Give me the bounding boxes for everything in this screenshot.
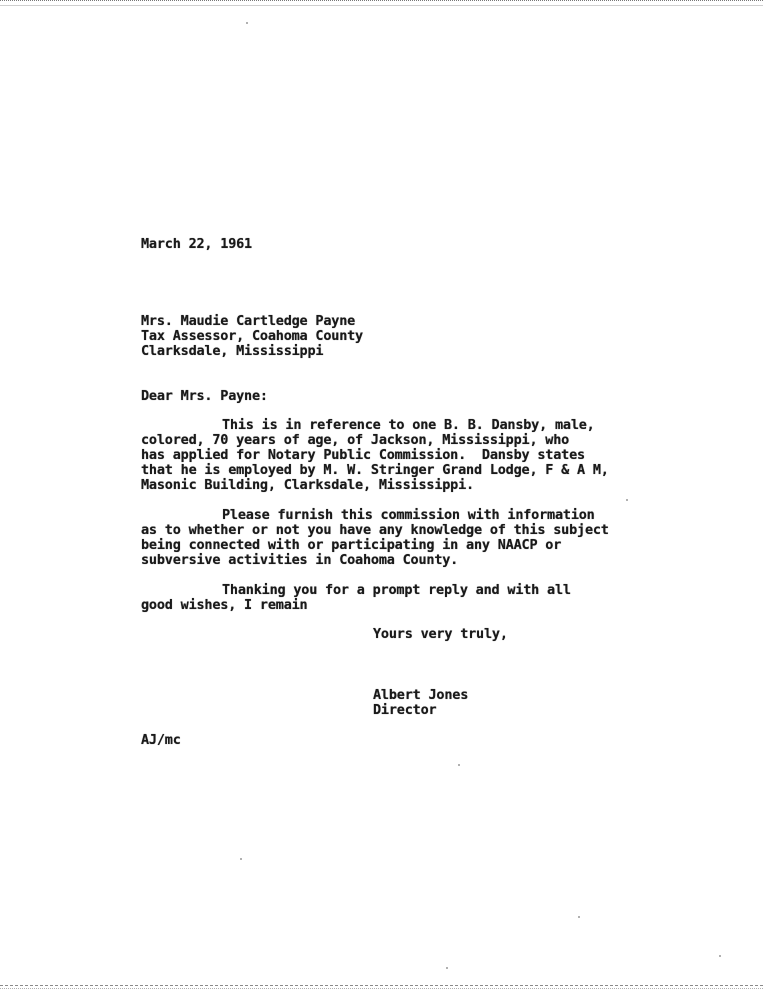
recipient-title: Tax Assessor, Coahoma County [141,328,363,344]
recipient-city: Clarksdale, Mississippi [141,343,324,359]
scan-bottom-edge [0,985,763,986]
scan-speck [458,764,460,766]
paragraph-1-line: has applied for Notary Public Commission. Dansby states [141,447,585,463]
paragraph-2-line: Please furnish this commission with information [222,507,595,523]
signature-name: Albert Jones [373,687,469,703]
reference-initials: AJ/mc [141,732,181,748]
scan-speck [626,499,628,501]
scan-speck [246,22,248,24]
paragraph-1-line: Masonic Building, Clarksdale, Mississippi. [141,477,474,493]
scan-speck [240,858,242,860]
scan-speck [578,916,580,918]
scan-speck [719,955,721,957]
paragraph-1-line: that he is employed by M. W. Stringer Grand Lodge, F & A M, [141,462,609,478]
paragraph-1-line: This is in reference to one B. B. Dansby, male, [222,417,595,433]
scan-top-line [0,5,763,6]
signature-title: Director [373,702,437,718]
scan-speck [446,967,448,969]
paragraph-2-line: subversive activities in Coahoma County. [141,552,459,568]
recipient-name: Mrs. Maudie Cartledge Payne [141,313,356,329]
paragraph-3-line: Thanking you for a prompt reply and with all [222,582,571,598]
letter-date: March 22, 1961 [141,236,252,252]
salutation: Dear Mrs. Payne: [141,388,268,404]
paragraph-1-line: colored, 70 years of age, of Jackson, Mississippi, who [141,432,570,448]
scan-bottom-edge-dots [0,988,763,989]
complimentary-close: Yours very truly, [373,626,508,642]
paragraph-2-line: as to whether or not you have any knowledge of this subject [141,522,609,538]
paragraph-3-line: good wishes, I remain [141,597,308,613]
paragraph-2-line: being connected with or participating in any NAACP or [141,537,562,553]
